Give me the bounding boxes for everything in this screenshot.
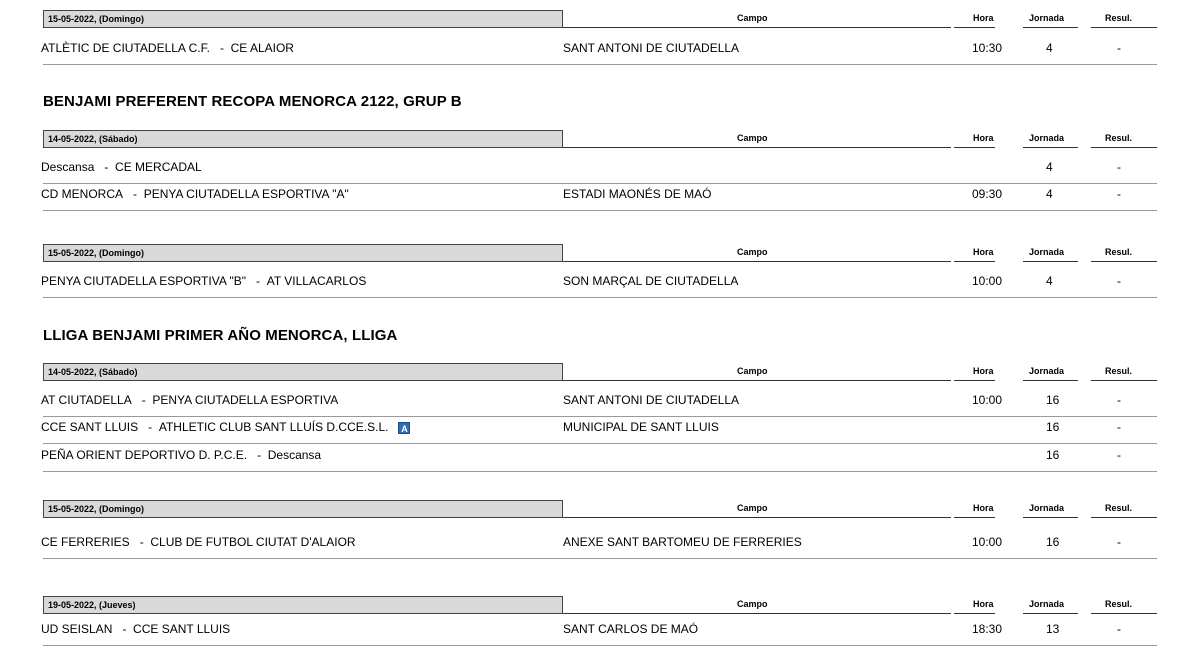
result: - <box>1117 41 1121 55</box>
match-row <box>43 270 1157 298</box>
result: - <box>1117 448 1121 462</box>
match-teams <box>41 187 349 201</box>
competition-title: BENJAMI PREFERENT RECOPA MENORCA 2122, GRUP B <box>43 93 462 110</box>
matchday: 4 <box>1046 187 1053 201</box>
away-team: CE MERCADAL <box>115 160 202 174</box>
home-team: UD SEISLAN <box>41 622 113 636</box>
column-underline <box>1023 147 1078 148</box>
home-team: ATLÈTIC DE CIUTADELLA C.F. <box>41 41 210 55</box>
date-label: 15-05-2022, (Domingo) <box>43 500 563 518</box>
column-underline <box>563 613 951 614</box>
matchday: 16 <box>1046 448 1060 462</box>
column-header-campo: Campo <box>737 13 768 23</box>
column-header-jornada: Jornada <box>1029 133 1065 143</box>
match-time: 10:00 <box>972 393 1003 407</box>
column-header-jornada: Jornada <box>1029 13 1065 23</box>
away-team: CCE SANT LLUIS <box>133 622 231 636</box>
date-label: 14-05-2022, (Sábado) <box>43 130 563 148</box>
matchday: 4 <box>1046 274 1053 288</box>
team-separator: - <box>247 448 268 462</box>
away-team: CE ALAIOR <box>230 41 294 55</box>
column-header-hora: Hora <box>973 247 994 257</box>
date-label: 15-05-2022, (Domingo) <box>43 10 563 28</box>
column-underline <box>1091 27 1157 28</box>
match-time: 10:00 <box>972 535 1003 549</box>
column-header-hora: Hora <box>973 599 994 609</box>
match-teams <box>41 535 356 549</box>
column-underline <box>563 261 951 262</box>
match-row <box>43 416 1157 444</box>
match-time: 10:00 <box>972 274 1003 288</box>
match-teams <box>41 622 230 636</box>
match-teams <box>41 420 410 434</box>
matchday: 13 <box>1046 622 1060 636</box>
column-underline <box>563 147 951 148</box>
venue: SANT ANTONI DE CIUTADELLA <box>563 393 740 407</box>
column-header-jornada: Jornada <box>1029 503 1065 513</box>
column-underline <box>1091 147 1157 148</box>
column-header-hora: Hora <box>973 366 994 376</box>
team-separator: - <box>129 535 151 549</box>
match-time: 10:30 <box>972 41 1003 55</box>
column-underline <box>1091 517 1157 518</box>
column-underline <box>1023 261 1078 262</box>
match-row <box>43 37 1157 65</box>
date-label: 15-05-2022, (Domingo) <box>43 244 563 262</box>
column-header-resul: Resul. <box>1105 599 1133 609</box>
column-header-campo: Campo <box>737 599 768 609</box>
column-header-resul: Resul. <box>1105 247 1133 257</box>
team-separator: - <box>123 187 144 201</box>
away-team: PENYA CIUTADELLA ESPORTIVA <box>152 393 339 407</box>
column-header-campo: Campo <box>737 366 768 376</box>
column-underline <box>1023 380 1078 381</box>
venue: SANT CARLOS DE MAÓ <box>563 622 699 636</box>
column-header-jornada: Jornada <box>1029 247 1065 257</box>
column-underline <box>954 517 995 518</box>
home-team: CCE SANT LLUIS <box>41 420 139 434</box>
column-underline <box>954 147 995 148</box>
date-label: 14-05-2022, (Sábado) <box>43 363 563 381</box>
column-header-resul: Resul. <box>1105 503 1133 513</box>
venue: MUNICIPAL DE SANT LLUIS <box>563 420 719 434</box>
match-teams <box>41 274 366 288</box>
matchday: 16 <box>1046 393 1060 407</box>
column-underline <box>1023 517 1078 518</box>
away-team: CLUB DE FUTBOL CIUTAT D'ALAIOR <box>150 535 356 549</box>
column-header-campo: Campo <box>737 247 768 257</box>
matchday: 4 <box>1046 41 1053 55</box>
team-separator: - <box>209 41 231 55</box>
result: - <box>1117 622 1121 636</box>
competition-title: LLIGA BENJAMI PRIMER AÑO MENORCA, LLIGA <box>43 327 398 344</box>
column-underline <box>954 27 995 28</box>
column-underline <box>1091 261 1157 262</box>
match-row <box>43 389 1157 417</box>
result: - <box>1117 420 1121 434</box>
away-team: ATHLETIC CLUB SANT LLUÍS D.CCE.S.L. <box>158 420 389 434</box>
venue: SON MARÇAL DE CIUTADELLA <box>563 274 739 288</box>
column-header-campo: Campo <box>737 133 768 143</box>
column-header-resul: Resul. <box>1105 366 1133 376</box>
column-header-jornada: Jornada <box>1029 366 1065 376</box>
column-header-resul: Resul. <box>1105 133 1133 143</box>
result: - <box>1117 274 1121 288</box>
match-teams <box>41 393 338 407</box>
match-teams <box>41 41 294 55</box>
column-underline <box>563 27 951 28</box>
date-header <box>43 363 1157 381</box>
column-underline <box>1023 27 1078 28</box>
matchday: 16 <box>1046 420 1060 434</box>
column-underline <box>1091 380 1157 381</box>
column-header-hora: Hora <box>973 133 994 143</box>
column-underline <box>563 380 951 381</box>
away-team: AT VILLACARLOS <box>266 274 367 288</box>
home-team: CD MENORCA <box>41 187 124 201</box>
column-underline <box>1091 613 1157 614</box>
home-team: AT CIUTADELLA <box>41 393 132 407</box>
match-time: 18:30 <box>972 622 1003 636</box>
result: - <box>1117 393 1121 407</box>
result: - <box>1117 187 1121 201</box>
match-row <box>43 444 1157 472</box>
team-separator: - <box>246 274 267 288</box>
match-row <box>43 183 1157 211</box>
column-header-hora: Hora <box>973 503 994 513</box>
column-underline <box>563 517 951 518</box>
date-header <box>43 10 1157 28</box>
team-separator: - <box>94 160 116 174</box>
date-label: 19-05-2022, (Jueves) <box>43 596 563 614</box>
column-underline <box>1023 613 1078 614</box>
date-header <box>43 500 1157 518</box>
result: - <box>1117 160 1121 174</box>
match-teams <box>41 448 321 462</box>
match-row <box>43 156 1157 184</box>
match-teams <box>41 160 202 174</box>
match-time: 09:30 <box>972 187 1003 201</box>
match-row <box>43 618 1157 646</box>
team-badge-icon[interactable]: A <box>398 422 410 434</box>
column-header-campo: Campo <box>737 503 768 513</box>
match-row <box>43 531 1157 559</box>
column-header-jornada: Jornada <box>1029 599 1065 609</box>
venue: SANT ANTONI DE CIUTADELLA <box>563 41 740 55</box>
matchday: 4 <box>1046 160 1053 174</box>
column-header-resul: Resul. <box>1105 13 1133 23</box>
column-header-hora: Hora <box>973 13 994 23</box>
home-team: PENYA CIUTADELLA ESPORTIVA "B" <box>41 274 247 288</box>
venue: ESTADI MAONÉS DE MAÓ <box>563 187 712 201</box>
date-header <box>43 130 1157 148</box>
home-team: PEÑA ORIENT DEPORTIVO D. P.C.E. <box>41 448 248 462</box>
column-underline <box>954 613 995 614</box>
date-header <box>43 596 1157 614</box>
venue: ANEXE SANT BARTOMEU DE FERRERIES <box>563 535 802 549</box>
matchday: 16 <box>1046 535 1060 549</box>
home-team: CE FERRERIES <box>41 535 130 549</box>
team-separator: - <box>138 420 159 434</box>
column-underline <box>954 380 995 381</box>
away-team: Descansa <box>267 448 322 462</box>
team-separator: - <box>131 393 153 407</box>
date-header <box>43 244 1157 262</box>
away-team: PENYA CIUTADELLA ESPORTIVA "A" <box>143 187 349 201</box>
team-separator: - <box>112 622 134 636</box>
home-team: Descansa <box>41 160 95 174</box>
column-underline <box>954 261 995 262</box>
result: - <box>1117 535 1121 549</box>
